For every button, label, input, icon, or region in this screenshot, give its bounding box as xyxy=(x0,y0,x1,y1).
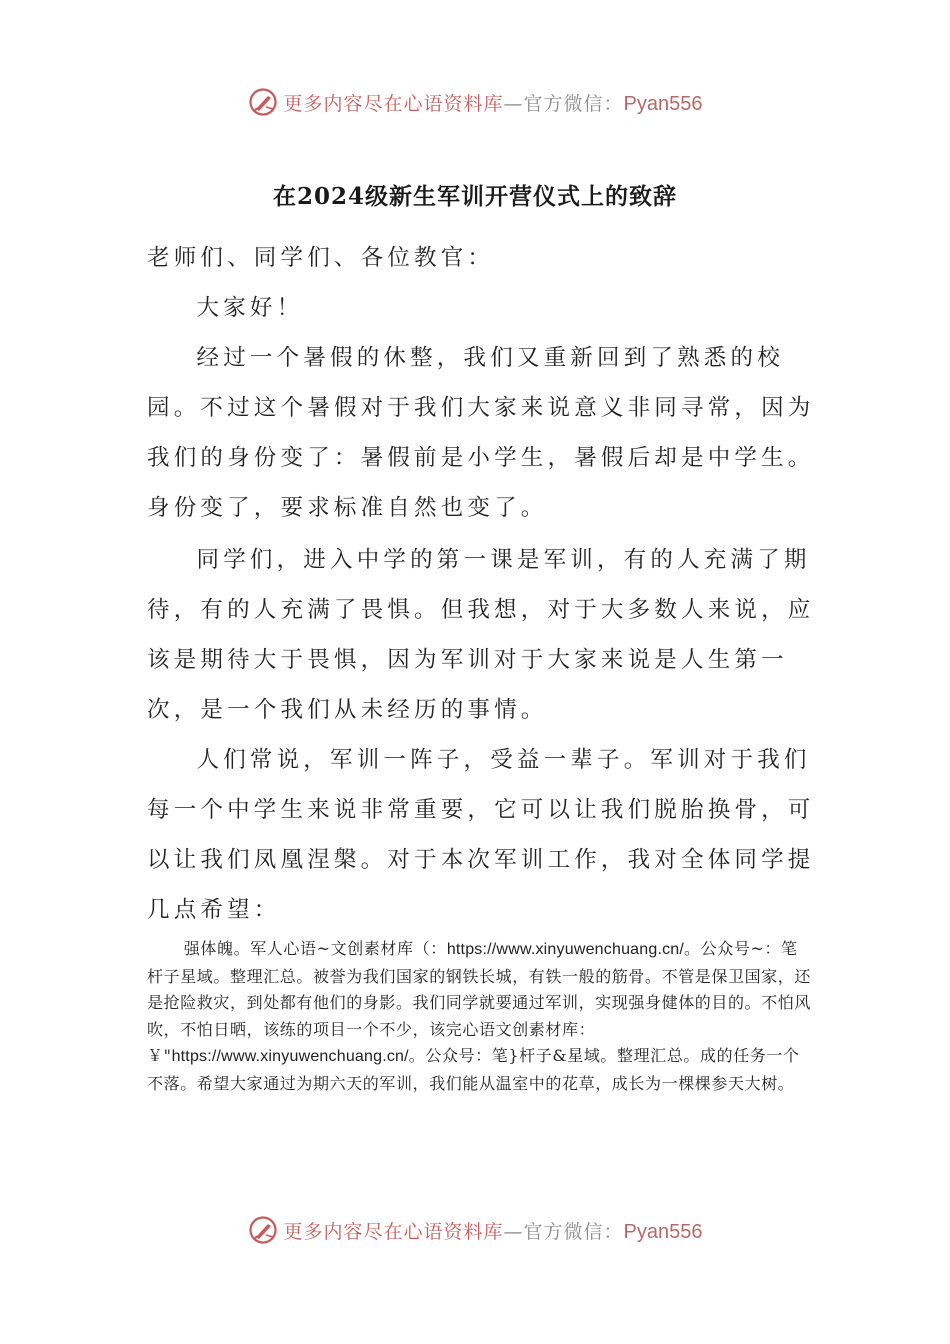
quill-pen-icon xyxy=(248,87,278,117)
greeting xyxy=(147,283,815,333)
small-text-part: 。公众号：笔}杆子&星域。整理汇总。成的任务一个不落。希望大家通过为期六天的军训，我们能从温室中的花草，成长为一棵棵参天大树。 xyxy=(147,1046,800,1093)
url-text: https://www.xinyuwenchuang.cn/ xyxy=(446,941,685,958)
footer-text xyxy=(284,1217,703,1244)
salutation xyxy=(147,233,815,283)
small-text-part: 强体魄。军人心语~文创素材库（： xyxy=(183,939,447,958)
footer-banner xyxy=(0,1210,950,1250)
footer-brand: 更多内容尽在心语资料库 xyxy=(283,1220,504,1243)
small-text-part: 。公众号~：笔杆子星域。整理汇总。被誉为我们国家的钢铁长城，有铁一般的筋骨。不管是保卫国家，还是抢险救灾，到处都有他们的身影。我们同学就要通过军训，实现强身健体的目的。不怕风吹，不怕日晒，该练的项目一个不少，该完心语文创素材库：￥" xyxy=(147,939,812,1065)
header-text xyxy=(284,89,703,116)
header-banner xyxy=(0,82,950,122)
header-brand: 更多内容尽在心语资料库 xyxy=(283,92,504,115)
small-paragraph xyxy=(147,936,813,1097)
greeting-text: 大家好！ xyxy=(196,295,304,321)
document-title: 在2024级新生军训开营仪式上的致辞 xyxy=(272,183,677,210)
paragraph-3 xyxy=(147,735,815,935)
quill-pen-icon xyxy=(248,1215,278,1245)
footer-wechat-id: Pyan556 xyxy=(623,1220,703,1243)
footer-tail: —官方微信： xyxy=(503,1220,624,1243)
header-wechat-id: Pyan556 xyxy=(623,92,703,115)
paragraph-1 xyxy=(147,333,815,533)
header-tail: —官方微信： xyxy=(503,92,624,115)
paragraph-text: 人们常说，军训一阵子，受益一辈子。军训对于我们每一个中学生来说非常重要，它可以让我们脱胎换骨，可以让我们凤凰涅槃。对于本次军训工作，我对全体同学提几点希望： xyxy=(147,747,815,923)
salutation-text: 老师们、同学们、各位教官： xyxy=(147,245,495,271)
url-text: https://www.xinyuwenchuang.cn/ xyxy=(171,1048,409,1065)
small-paragraph-text xyxy=(147,936,813,1097)
paragraph-2 xyxy=(147,535,815,735)
paragraph-text: 经过一个暑假的休整，我们又重新回到了熟悉的校园。不过这个暑假对于我们大家来说意义非同寻常，因为我们的身份变了：暑假前是小学生，暑假后却是中学生。身份变了，要求标准自然也变了。 xyxy=(147,345,815,521)
paragraph-text: 同学们，进入中学的第一课是军训，有的人充满了期待，有的人充满了畏惧。但我想，对于大多数人来说，应该是期待大于畏惧，因为军训对于大家来说是人生第一次，是一个我们从未经历的事情。 xyxy=(147,547,815,723)
